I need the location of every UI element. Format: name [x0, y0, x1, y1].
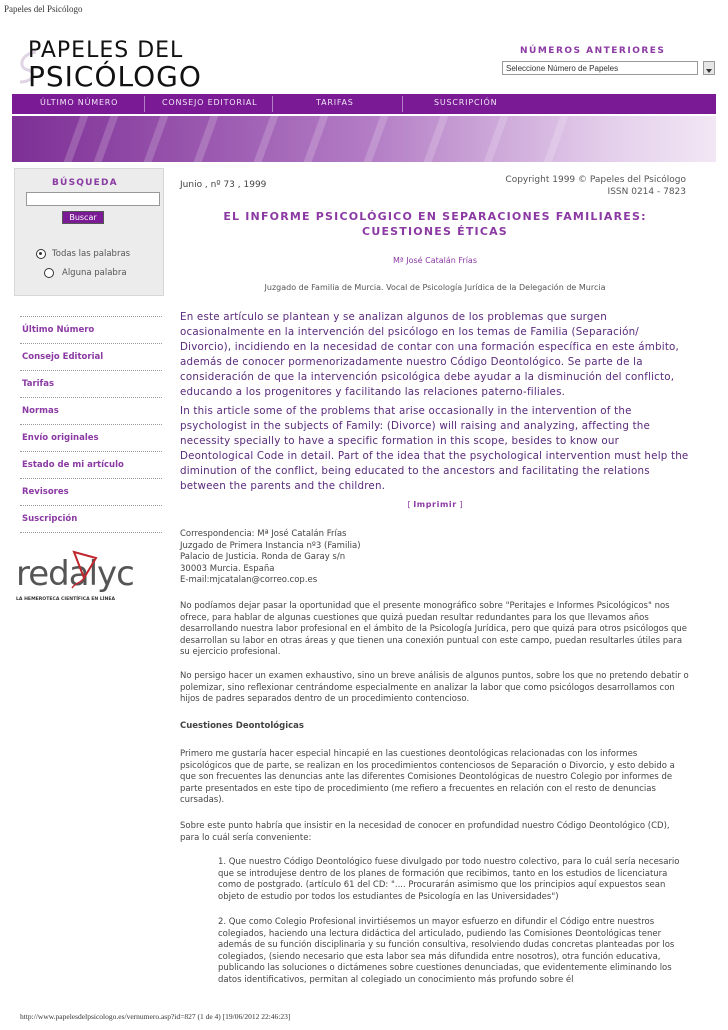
sidebar-item-consejo-editorial[interactable]: Consejo Editorial — [22, 352, 104, 362]
nav-consejo-editorial[interactable]: CONSEJO EDITORIAL — [162, 98, 258, 107]
correspondence-block — [180, 529, 690, 587]
article-affiliation: Juzgado de Familia de Murcia. Vocal de Psicología Jurídica de la Delegación de Murcia — [264, 283, 606, 292]
sidebar-item-estado-articulo[interactable]: Estado de mi artículo — [22, 460, 124, 470]
kite-icon — [66, 548, 106, 592]
sidebar-divider — [20, 343, 162, 344]
nav-divider — [272, 96, 273, 112]
nav-suscripcion[interactable]: SUSCRIPCIÓN — [434, 98, 498, 107]
radio-all-words-label: Todas las palabras — [52, 249, 131, 259]
search-title: BÚSQUEDA — [52, 178, 118, 188]
sidebar-divider — [20, 397, 162, 398]
list-item-1: 1. Que nuestro Código Deontológico fuese divulgado por todo nuestro colectivo, para lo cuál sería necesario que se introdujese dentro de los planes de formación que recibimos, tanto en los estudios de licenciatura como de postgrado. (artículo 61 del CD: ".... Procurarán asimismo que los principios aquí expuestos sean objeto de estudio por todos los estudiantes de Psicología en las Universidades") — [218, 857, 680, 902]
correspondence-line: 30003 Murcia. España — [180, 563, 275, 574]
sidebar-divider — [20, 370, 162, 371]
correspondence-line: Palacio de Justicia. Ronda de Garay s/n — [180, 552, 346, 562]
nav-divider — [144, 96, 145, 112]
sidebar-item-ultimo-numero[interactable]: Último Número — [22, 325, 95, 335]
chevron-down-icon[interactable] — [703, 61, 715, 75]
nav-tarifas[interactable]: TARIFAS — [316, 98, 354, 107]
abstract-spanish: En este artículo se plantean y se analizan algunos de los problemas que surgen ocasionalmente en la intervención del psicólogo en los temas de Familia (Separación/ Divorcio), incidiendo en la necesidad de contar con una formación específica en este ámbito, además de conocer pormenorizadamente nuestro Código Deontológico. Se parte de la consideración de que la intervención psicológica debe ayudar a la disminución del conflicto, educando a los progenitores y facilitando las relaciones paterno-filiales. — [180, 311, 680, 398]
article-author: Mª José Catalán Frías — [393, 256, 477, 265]
correspondence-email: E-mail:mjcatalan@correo.cop.es — [180, 575, 318, 585]
paragraph-3: Primero me gustaría hacer especial hincapié en las cuestiones deontológicas relacionadas con los informes psicológicos que de parte, se realizan en los procedimientos contenciosos de Separación o Divorcio, y esto debido a que son frecuentes las denuncias ante las diferentes Comisiones Deontológicas de nuestro Colegio por informes de parte presentados en este tipo de procedimiento (me refiero a frecuentes en relación con el resto de denuncias cursadas). — [180, 749, 675, 805]
abstract-english: In this article some of the problems that arise occasionally in the intervention of the psychologist in the subjects of Family: (Divorce) will raising and analyzing, affecting the necessity specially to have a specific formation in this scope, besides to know our Deontological Code in detail. Part of the idea that the psychological intervention must help the diminution of the conflict, being educated to the ancestors and facilitating the relations between the parents and the children. — [180, 405, 689, 492]
list-item-2: 2. Que como Colegio Profesional invirtiésemos un mayor esfuerzo en difundir el Código entre nuestros colegiados, haciendo una lectura didáctica del articulado, pudiendo las Comisiones Deontológicas tener además de su función disciplinaria y su función consultiva, resolviendo dudas concretas planteadas por los colegiados, (siendo necesario que esta labor sea más difundida entre nosotros), otra función educativa, publicando las soluciones o dictámenes sobre cuestiones denunciadas, que evidentemente eliminando los datos identificativos, permitan al colegiado un conocimiento más profundo sobre él — [218, 917, 675, 985]
paragraph-4: Sobre este punto habría que insistir en la necesidad de conocer en profundidad nuestro Código Deontológico (CD), para lo cuál sería conveniente: — [180, 821, 670, 843]
sidebar-divider — [20, 532, 162, 533]
nav-ultimo-numero[interactable]: ÚLTIMO NÚMERO — [40, 98, 119, 107]
search-input[interactable] — [26, 192, 160, 206]
sidebar-divider — [20, 478, 162, 479]
past-issues-label: NÚMEROS ANTERIORES — [520, 46, 666, 56]
header-banner — [12, 116, 716, 162]
copyright-text: Copyright 1999 © Papeles del Psicólogo — [505, 175, 686, 185]
issn: ISSN 0214 - 7823 — [607, 187, 686, 197]
correspondence-line: Correspondencia: Mª José Catalán Frías — [180, 529, 347, 539]
search-button[interactable]: Buscar — [62, 211, 104, 224]
article-title: EL INFORME PSICOLÓGICO EN SEPARACIONES FAMILIARES: CUESTIONES ÉTICAS — [223, 210, 647, 238]
radio-any-word-label: Alguna palabra — [62, 268, 127, 278]
sidebar-item-suscripcion[interactable]: Suscripción — [22, 514, 78, 524]
sidebar-divider — [20, 424, 162, 425]
redalyc-tagline: LA HEMEROTECA CIENTÍFICA EN LÍNEA — [16, 597, 116, 602]
correspondence-line: Juzgado de Primera Instancia nº3 (Familia) — [180, 540, 361, 551]
print-link-label[interactable]: Imprimir — [413, 500, 457, 509]
sidebar-item-tarifas[interactable]: Tarifas — [22, 379, 55, 389]
sidebar-divider — [20, 505, 162, 506]
logo-line2[interactable]: PSICÓLOGO — [28, 60, 202, 93]
sidebar-item-normas[interactable]: Normas — [22, 406, 59, 416]
past-issues-select[interactable]: Seleccione Número de Papeles — [502, 61, 698, 75]
nav-divider — [402, 96, 403, 112]
print-footer-url: http://www.papelesdelpsicologo.es/vernumero.asp?id=827 (1 de 4) [19/06/2012 22:46:23] — [20, 1012, 291, 1021]
section-heading: Cuestiones Deontológicas — [180, 721, 304, 731]
print-header: Papeles del Psicólogo — [4, 4, 83, 14]
paragraph-1: No podíamos dejar pasar la oportunidad que el presente monográfico sobre "Peritajes e Informes Psicológicos" nos ofrece, para hablar de algunas cuestiones que quizá puedan resultar redundantes para los que llevamos años desarrollando nuestra labor profesional en el ámbito de la Psicología Jurídica, pero que quizá para otros psicólogos que desarrollan su labor en otras áreas y que tienen una conexión puntual con este campo, puedan resultarles útiles para su ejercicio profesional. — [180, 601, 688, 657]
radio-any-word[interactable] — [44, 268, 54, 278]
paragraph-2: No persigo hacer un examen exhaustivo, sino un breve análisis de algunos puntos, sobre los que no pretendo debatir o polemizar, sino reflexionar centrándome especialmente en analizar la labor que como psicólogos desarrollamos con hijos de padres separados dentro de un procedimiento contencioso. — [180, 671, 689, 704]
radio-all-words[interactable] — [36, 249, 46, 259]
redalyc-logo[interactable]: redalyc — [16, 554, 134, 594]
issue-info: Junio , nº 73 , 1999 — [180, 180, 267, 190]
sidebar-item-revisores[interactable]: Revisores — [22, 487, 69, 497]
sidebar-item-envio-originales[interactable]: Envío originales — [22, 433, 99, 443]
copyright — [420, 174, 686, 198]
print-link[interactable]: [ Imprimir ] — [407, 500, 463, 509]
logo-line1[interactable]: PAPELES DEL — [28, 38, 184, 63]
sidebar-divider — [20, 316, 162, 317]
sidebar-divider — [20, 451, 162, 452]
